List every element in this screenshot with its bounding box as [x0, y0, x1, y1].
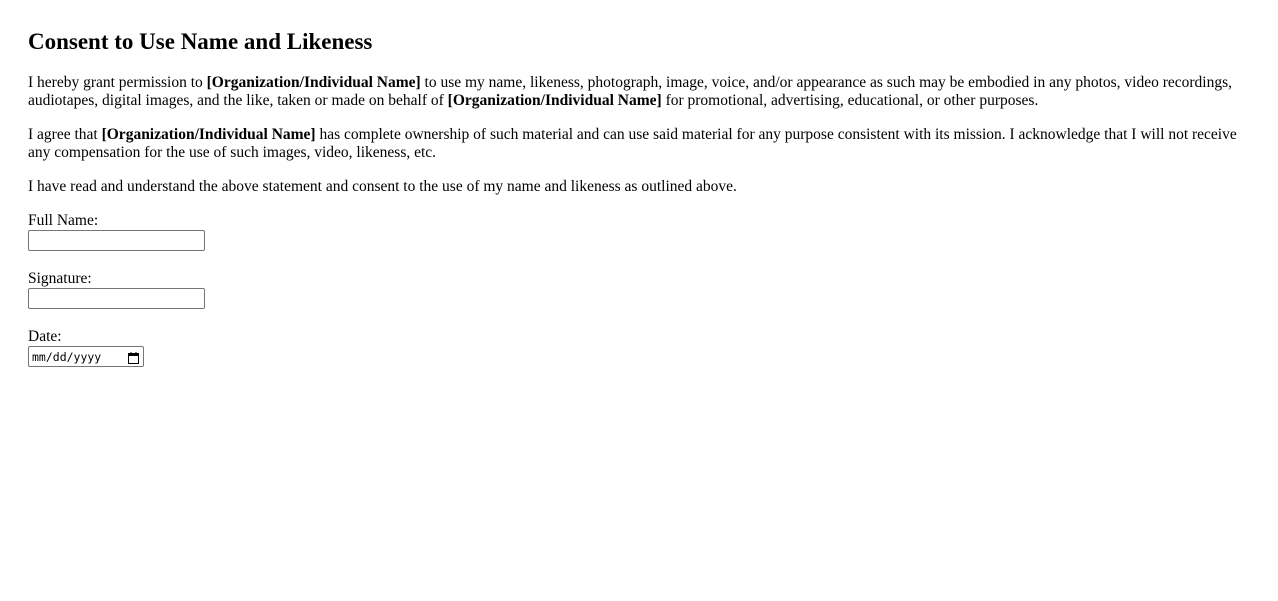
date-field-group — [28, 328, 1250, 367]
signature-label: Signature: — [28, 270, 92, 287]
organization-placeholder: [Organization/Individual Name] — [101, 126, 316, 143]
date-label: Date: — [28, 328, 62, 345]
page-title: Consent to Use Name and Likeness — [28, 29, 373, 54]
full-name-field-group — [28, 212, 1250, 251]
acknowledgement-paragraph: I have read and understand the above statement and consent to the use of my name and likeness as outlined above. — [28, 178, 737, 195]
consent-form — [28, 212, 1250, 367]
date-input[interactable] — [28, 346, 144, 367]
signature-input[interactable] — [28, 288, 205, 309]
calendar-icon-graphic — [128, 352, 139, 364]
paragraph-text: I hereby grant permission to — [28, 74, 207, 91]
paragraph-text: for promotional, advertising, educational, or other purposes. — [661, 92, 1039, 109]
signature-field-group — [28, 270, 1250, 309]
ownership-paragraph — [28, 126, 1250, 162]
date-placeholder: mm/dd/yyyy — [32, 349, 102, 364]
paragraph-text: to use my name, likeness, photograph, image, voice, and/or appearance as such may be embodied in any photos, video recordings, audiotapes, digital images, and the like, taken or made on behalf of — [28, 74, 1233, 109]
calendar-icon[interactable] — [128, 351, 139, 363]
full-name-label: Full Name: — [28, 212, 99, 229]
organization-placeholder: [Organization/Individual Name] — [206, 74, 421, 91]
consent-form-page — [28, 0, 1250, 367]
full-name-input[interactable] — [28, 230, 205, 251]
paragraph-text: I agree that — [28, 126, 102, 143]
paragraph-text: has complete ownership of such material and can use said material for any purpose consistent with its mission. I acknowledge that I will not receive any compensation for the use of such images, video, likeness, etc. — [28, 126, 1237, 161]
organization-placeholder: [Organization/Individual Name] — [447, 92, 662, 109]
permission-paragraph — [28, 74, 1250, 110]
